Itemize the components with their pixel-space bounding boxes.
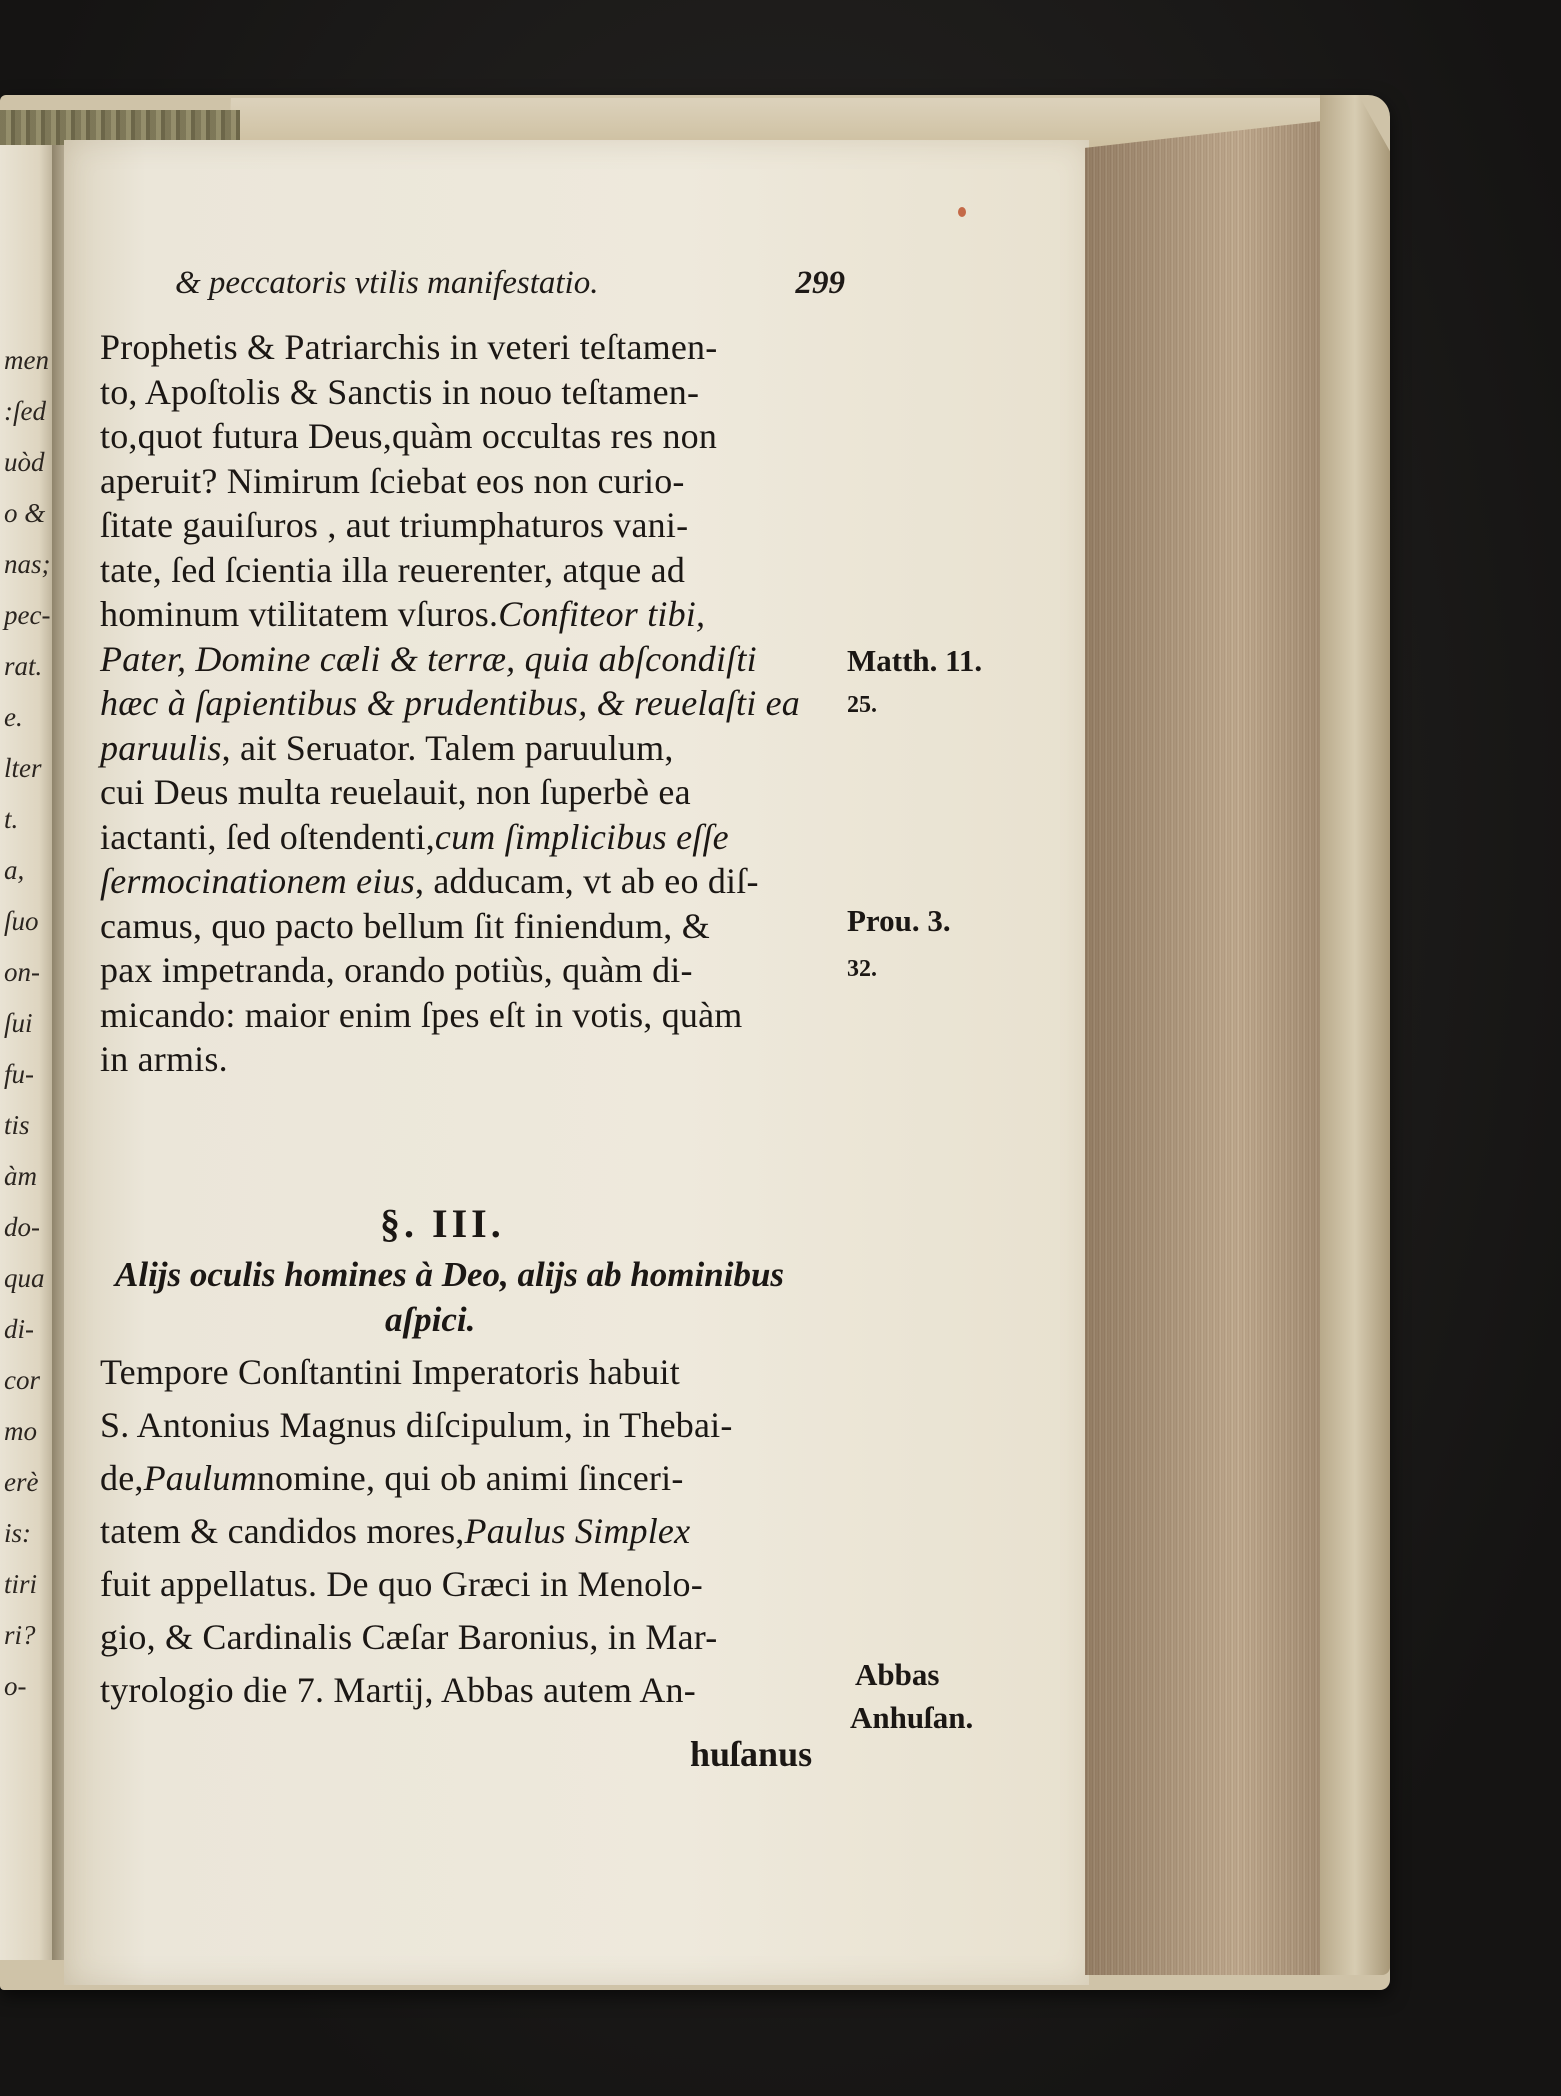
italic-text: Paulum	[143, 1458, 257, 1498]
italic-text: cum ſimplicibus eſſe	[434, 816, 729, 857]
left-page-fragment: mo	[4, 1416, 37, 1446]
text-line	[100, 1403, 835, 1447]
text-segment: camus, quo pacto bellum ſit finiendum, &	[100, 905, 710, 946]
left-page-fragment: ſui	[4, 1008, 33, 1038]
left-page-fragment: o-	[4, 1671, 27, 1701]
text-segment: iactanti, ſed oſtendenti,	[100, 816, 435, 857]
text-segment: to, Apoſtolis & Sanctis in nouo teſtamen-	[100, 371, 700, 412]
text-line	[100, 1668, 835, 1712]
left-page-fragment: tis	[4, 1110, 30, 1140]
text-line	[100, 1456, 835, 1500]
text-line	[100, 1350, 835, 1394]
section-heading: §. III.	[380, 1201, 505, 1246]
left-page-fragment: ſuo	[4, 906, 39, 936]
left-page-fragment: uòd	[4, 447, 45, 477]
left-page	[0, 145, 56, 1960]
text-line	[100, 770, 835, 814]
left-page-fragment: a,	[4, 855, 25, 885]
margin-note-prou: Prou. 3.	[847, 903, 951, 938]
text-segment: hominum vtilitatem vſuros.	[100, 594, 499, 634]
text-line	[100, 1615, 835, 1659]
left-page-fragment: di-	[4, 1314, 34, 1344]
text-line	[100, 681, 835, 725]
left-page-fragment: nas;	[4, 549, 51, 579]
text-line	[100, 948, 835, 992]
text-line	[100, 637, 835, 681]
margin-note-matth: Matth. 11.	[847, 643, 983, 678]
margin-note-anhusan: Anhuſan.	[850, 1700, 974, 1735]
running-head-text: & peccatoris vtilis manifestatio.	[175, 265, 599, 301]
subheading-line-2: aſpici.	[385, 1300, 476, 1339]
left-page-fragment: lter	[4, 753, 42, 783]
italic-text: Paulus Simplex	[464, 1511, 691, 1551]
text-segment: to,quot futura Deus,quàm occultas res non	[100, 416, 718, 456]
left-page-fragment: pec-	[4, 600, 51, 630]
text-line	[100, 1037, 835, 1081]
subheading-line-1: Alijs oculis homines à Deo, alijs ab hominibus	[115, 1255, 785, 1294]
left-page-fragment: cor	[4, 1365, 40, 1395]
text-line	[100, 815, 835, 859]
running-head	[175, 265, 845, 302]
italic-text: Confiteor tibi,	[498, 594, 706, 634]
left-page-fragment: fu-	[4, 1059, 34, 1089]
catchword: huſanus	[690, 1734, 813, 1774]
text-segment: tatem & candidos mores,	[100, 1511, 465, 1551]
text-segment: Tempore Conſtantini Imperatoris habuit	[100, 1352, 680, 1392]
text-line	[100, 904, 835, 948]
binding-edge	[1320, 95, 1390, 1975]
text-line	[100, 726, 835, 770]
left-page-fragment: erè	[4, 1467, 39, 1497]
text-segment: tyrologio die 7. Martij, Abbas autem An-	[100, 1670, 696, 1710]
text-line	[100, 1562, 835, 1606]
margin-note-abbas: Abbas	[855, 1657, 940, 1692]
left-page-fragment: men	[4, 345, 49, 375]
left-page-fragment: o &	[4, 498, 46, 528]
text-segment: de,	[100, 1458, 144, 1498]
text-segment: fuit appellatus. De quo Græci in Menolo-	[100, 1564, 703, 1604]
text-line	[100, 592, 835, 636]
text-segment: Prophetis & Patriarchis in veteri teſtamen-	[100, 327, 718, 367]
left-page-fragment: t.	[4, 804, 19, 834]
left-page-fragment: is:	[4, 1518, 31, 1548]
text-segment: cui Deus multa reuelauit, non ſuperbè ea	[100, 772, 691, 812]
italic-text: Pater, Domine cæli & terræ, quia abſcondiſti	[100, 638, 757, 679]
text-segment: , ait Seruator. Talem paruulum,	[221, 727, 674, 768]
left-page-fragment: rat.	[4, 651, 43, 681]
text-segment: , adducam, vt ab eo diſ-	[414, 861, 759, 901]
left-page-fragment: on-	[4, 957, 40, 987]
italic-text: paruulis	[100, 727, 222, 768]
left-page-fragment: e.	[4, 702, 23, 732]
text-line	[100, 370, 835, 414]
text-segment: in armis.	[100, 1039, 228, 1079]
text-line	[100, 459, 835, 503]
text-line	[100, 414, 835, 458]
margin-note-prou-verse: 32.	[847, 956, 877, 982]
left-page-fragment: :ſed	[4, 396, 46, 426]
text-line	[100, 859, 835, 903]
text-segment: aperuit? Nimirum ſciebat eos non curio-	[100, 460, 685, 501]
text-line	[100, 503, 835, 547]
text-segment: micando: maior enim ſpes eſt in votis, quàm	[100, 994, 743, 1035]
left-page-fragment: do-	[4, 1212, 40, 1242]
text-segment: ſitate gauiſuros , aut triumphaturos vani-	[100, 505, 689, 545]
italic-text: hæc à ſapientibus & prudentibus, & reuelaſti ea	[100, 683, 801, 723]
left-page-fragment: qua	[4, 1263, 45, 1293]
left-page-fragment: tiri	[4, 1569, 38, 1599]
text-segment: nomine, qui ob animi ſinceri-	[256, 1458, 684, 1498]
left-page-fragment: àm	[4, 1161, 37, 1191]
left-page-fragment: ri?	[4, 1620, 36, 1650]
italic-text: ſermocinationem eius	[100, 861, 415, 901]
text-line	[100, 1509, 835, 1553]
text-segment: tate, ſed ſcientia illa reuerenter, atque ad	[100, 549, 686, 590]
margin-note-matth-verse: 25.	[847, 692, 877, 718]
text-segment: gio, & Cardinalis Cæſar Baronius, in Mar-	[100, 1617, 718, 1657]
text-line	[100, 325, 835, 369]
page-number: 299	[795, 265, 845, 301]
text-segment: S. Antonius Magnus diſcipulum, in Thebai-	[100, 1405, 733, 1445]
ink-spot	[958, 207, 966, 217]
text-segment: pax impetranda, orando potiùs, quàm di-	[100, 950, 693, 990]
text-line	[100, 548, 835, 592]
text-line	[100, 993, 835, 1037]
